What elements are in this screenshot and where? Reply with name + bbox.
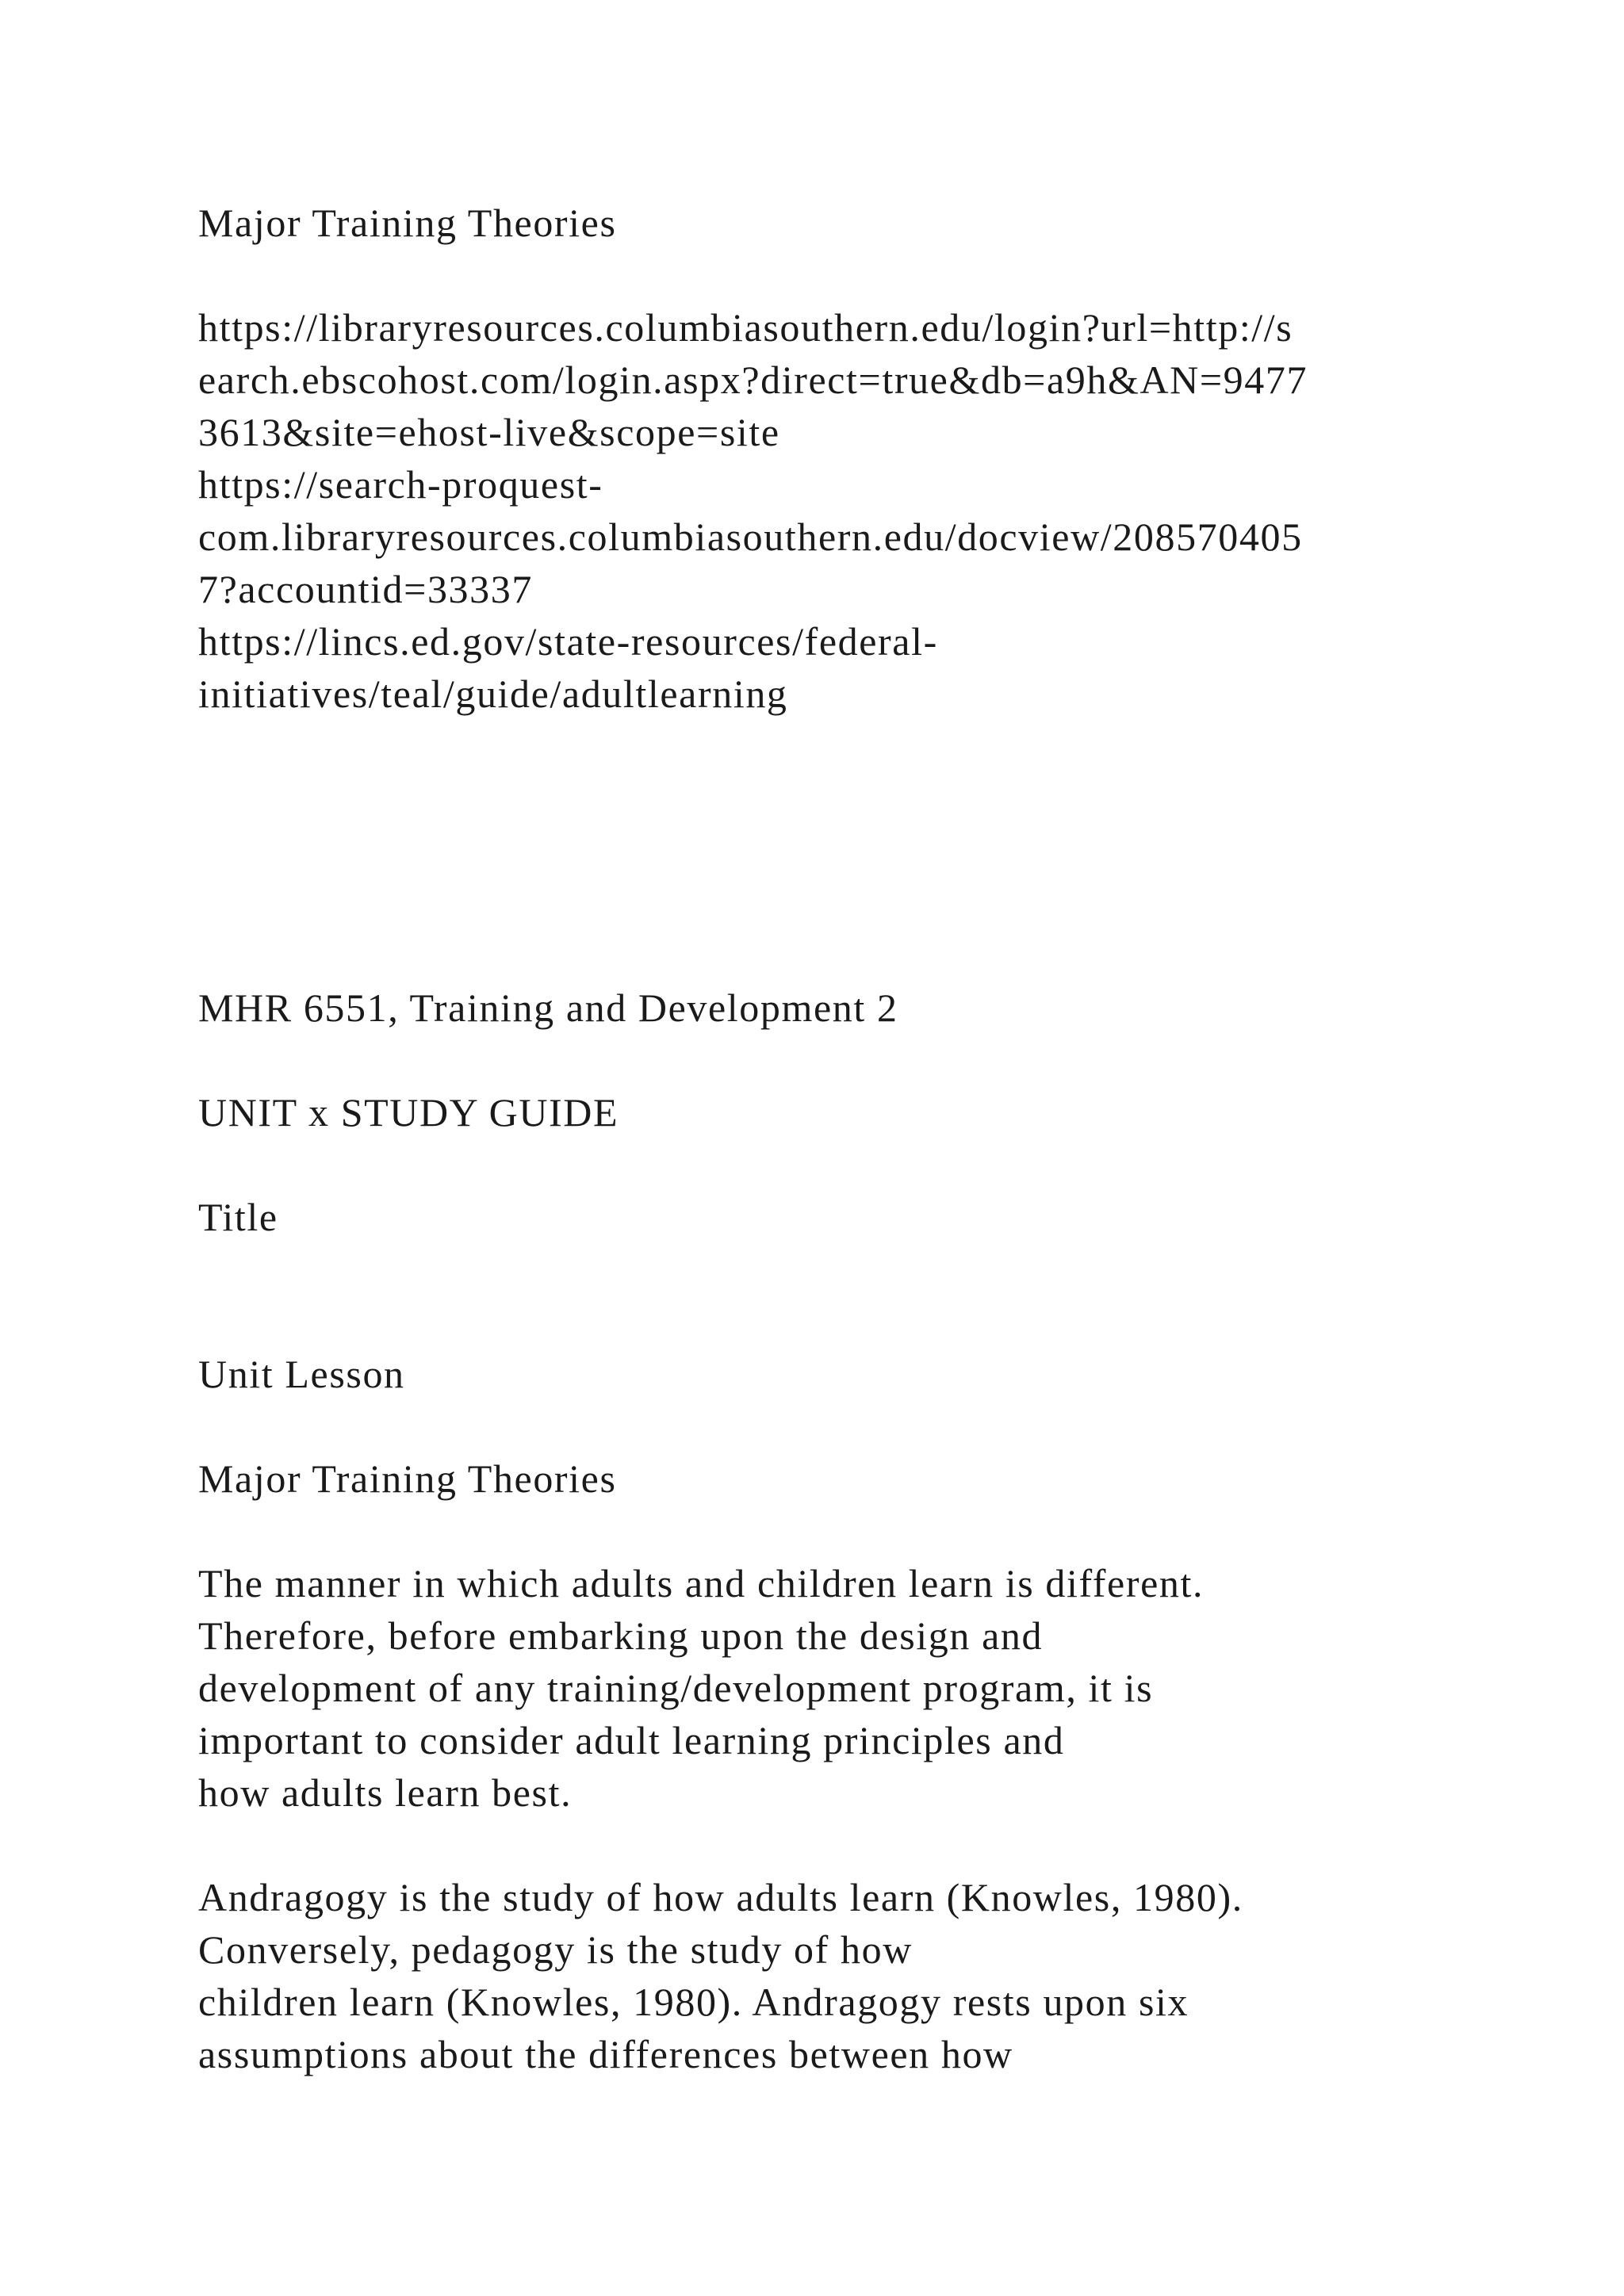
course-title: MHR 6551, Training and Development 2 <box>198 985 898 1030</box>
link-line-7[interactable]: https://lincs.ed.gov/state-resources/federal- <box>198 619 938 664</box>
paragraph1-line-5: how adults learn best. <box>198 1770 573 1815</box>
unit-label: UNIT x STUDY GUIDE <box>198 1090 619 1135</box>
paragraph2-line-4: assumptions about the differences between how <box>198 2032 1013 2076</box>
link-line-8[interactable]: initiatives/teal/guide/adultlearning <box>198 672 788 716</box>
paragraph2-line-3: children learn (Knowles, 1980). Andragogy rests upon six <box>198 1980 1189 2024</box>
paragraph1-line-4: important to consider adult learning principles and <box>198 1718 1065 1762</box>
link-line-3[interactable]: 3613&site=ehost-live&scope=site <box>198 410 780 454</box>
lesson-heading: Major Training Theories <box>198 1456 617 1501</box>
paragraph1-line-1: The manner in which adults and children learn is different. <box>198 1561 1205 1605</box>
link-line-1[interactable]: https://libraryresources.columbiasouthern.edu/login?url=http://s <box>198 305 1293 350</box>
lesson-label: Unit Lesson <box>198 1352 405 1396</box>
link-line-5[interactable]: com.libraryresources.columbiasouthern.edu/docview/208570405 <box>198 515 1303 559</box>
doc-heading: Major Training Theories <box>198 201 617 245</box>
paragraph1-line-2: Therefore, before embarking upon the design and <box>198 1613 1044 1658</box>
link-line-4[interactable]: https://search-proquest- <box>198 462 603 507</box>
link-line-6[interactable]: 7?accountid=33337 <box>198 567 533 611</box>
paragraph1-line-3: development of any training/development program, it is <box>198 1666 1154 1710</box>
title-label: Title <box>198 1195 278 1239</box>
paragraph2-line-1: Andragogy is the study of how adults learn (Knowles, 1980). <box>198 1875 1243 1919</box>
link-line-2[interactable]: earch.ebscohost.com/login.aspx?direct=true&db=a9h&AN=9477 <box>198 358 1308 402</box>
paragraph2-line-2: Conversely, pedagogy is the study of how <box>198 1927 913 1972</box>
